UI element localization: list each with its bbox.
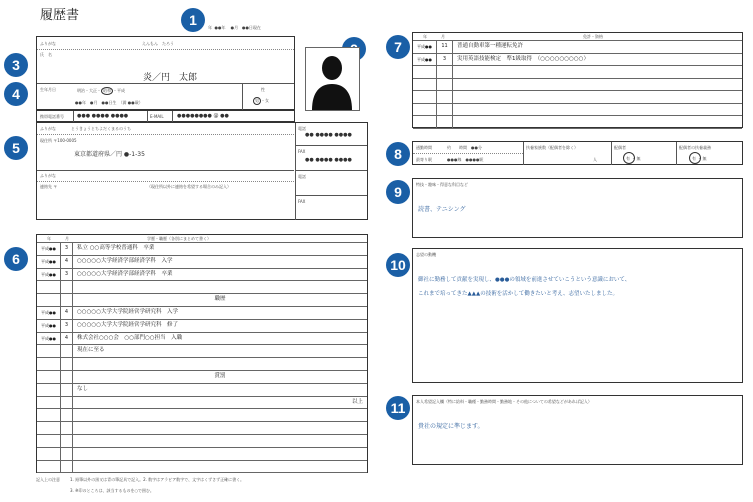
row-text [457, 116, 742, 128]
commute-time-label: 通勤時間 [416, 145, 432, 150]
row-month [61, 397, 73, 409]
requests-value: 貴社の規定に準じます。 [418, 423, 484, 430]
table-row [37, 243, 367, 256]
row-month: 3 [61, 243, 73, 255]
row-text [457, 104, 742, 116]
date-prefix: 年 [208, 25, 212, 30]
contact-phone-label: 電話 [298, 174, 306, 179]
date-line [208, 25, 261, 31]
row-month [61, 294, 73, 306]
history-col-body: 学歴・職歴（各別にまとめて書く） [147, 236, 211, 241]
contact-label: 連絡先 〒 [40, 184, 58, 189]
row-text [77, 448, 367, 460]
badge-6: 6 [4, 247, 28, 271]
history-col-year: 年 [47, 236, 51, 241]
contact-fax-label: FAX [298, 199, 306, 204]
email-value: ●●●●●●●● @ ●● [177, 113, 229, 119]
row-year: 平成●● [413, 41, 437, 53]
history-table [36, 234, 368, 473]
row-month [437, 91, 453, 103]
row-month: 4 [61, 333, 73, 345]
table-row [37, 384, 367, 397]
row-month: 3 [437, 54, 453, 66]
table-row [37, 256, 367, 269]
row-text [457, 66, 742, 78]
sex-label: 性 [261, 87, 265, 92]
row-year: 平成●● [37, 307, 61, 319]
dependents-value: 人 [593, 157, 597, 162]
row-year [37, 371, 61, 383]
row-month: 4 [61, 256, 73, 268]
row-month: 3 [61, 320, 73, 332]
table-row [37, 397, 367, 410]
row-year: 平成●● [37, 269, 61, 281]
contact-furigana-label: ふりがな [40, 173, 56, 178]
badge-1: 1 [181, 8, 205, 32]
table-row [37, 422, 367, 435]
row-year [37, 345, 61, 357]
row-month [437, 104, 453, 116]
badge-9: 9 [386, 180, 410, 204]
name-furigana-value: えんもん たろう [142, 41, 174, 46]
row-year [37, 384, 61, 396]
row-year [413, 104, 437, 116]
table-row [37, 320, 367, 333]
table-row [37, 269, 367, 282]
motivation-box [412, 248, 743, 383]
home-fax-label: FAX [298, 149, 306, 154]
birth-label: 生年月日 [40, 87, 56, 92]
name-furigana-label: ふりがな [40, 41, 56, 46]
name-value: 炎／円 太郎 [143, 73, 198, 83]
station-value: ●●●線 ●●●●駅 [447, 157, 484, 162]
dependents-label: 扶養家族数（配偶者を除く） [526, 145, 578, 150]
row-text: 現在に至る [77, 347, 105, 354]
row-month [61, 422, 73, 434]
row-year [37, 358, 61, 370]
badge-8: 8 [386, 142, 410, 166]
row-year: 平成●● [37, 320, 61, 332]
history-rows [37, 243, 367, 472]
address-furigana-value: とうきょうとちよだくまるのうち [71, 126, 131, 131]
date-month: ●月 [230, 25, 239, 30]
row-year: 平成●● [37, 333, 61, 345]
requests-box [412, 395, 743, 465]
row-month [437, 79, 453, 91]
table-row [413, 116, 742, 129]
home-phone-label: 電話 [298, 126, 306, 131]
date-day: ●●日現在 [241, 25, 261, 30]
motivation-label: 志望の動機 [416, 252, 436, 257]
row-year: 平成●● [37, 256, 61, 268]
row-year [37, 281, 61, 293]
address-furigana-label: ふりがな [40, 126, 56, 131]
row-year [37, 448, 61, 460]
personal-info-box [36, 36, 295, 110]
row-year [37, 409, 61, 421]
table-row [37, 307, 367, 320]
table-row [37, 448, 367, 461]
spouse-support-value: 有 ・ 無 [692, 156, 707, 161]
row-year [37, 397, 61, 409]
license-rows [413, 41, 742, 127]
row-month [437, 66, 453, 78]
license-header [413, 33, 742, 41]
requests-label: 本人希望記入欄（特に給料・職種・勤務時間・勤務地・その他についての希望などがあれば記入） [416, 399, 592, 404]
row-month [61, 409, 73, 421]
row-month [61, 384, 73, 396]
row-year [413, 66, 437, 78]
row-text [77, 435, 367, 447]
table-row [37, 333, 367, 346]
table-row [413, 41, 742, 54]
row-text: 私立 ○○高等学校普通科 卒業 [77, 245, 155, 251]
table-row [413, 91, 742, 104]
row-month: 4 [61, 307, 73, 319]
row-text [77, 281, 367, 293]
page-title: 履歴書 [40, 8, 80, 23]
table-row [413, 66, 742, 79]
row-year [37, 461, 61, 473]
row-month [61, 448, 73, 460]
row-month [61, 281, 73, 293]
row-text: ○○○○○大学経済学部経済学科 卒業 [77, 270, 173, 277]
row-year: 平成●● [37, 243, 61, 255]
hobbies-label: 特技・趣味・得意な科目など [416, 182, 468, 187]
station-label: 最寄り駅 [416, 157, 432, 162]
license-table [412, 32, 743, 128]
history-col-month: 月 [65, 236, 69, 241]
phone-value: ●●● ●●●● ●●●● [77, 113, 129, 119]
row-text [77, 409, 367, 421]
birth-value: ●●年 ●月 ●●日生 （満 ●●歳） [75, 100, 143, 105]
era-options: 明治・大正・ 昭和 ・平成 [77, 88, 125, 93]
row-text: 実用英語技能検定 準1級取得 （○○○○○○○○○） [457, 55, 589, 62]
badge-5: 5 [4, 136, 28, 160]
row-section-heading: 賞罰 [214, 373, 226, 379]
row-year [37, 294, 61, 306]
motivation-line-1: 御社に勤務して貢献を実現し、●●●の領域を前進させていこうという意識において、 [418, 277, 631, 283]
table-row [37, 371, 367, 384]
table-row [413, 54, 742, 67]
contact-row [36, 110, 295, 122]
phone-label: 携帯電話番号 [40, 114, 64, 119]
table-row [413, 79, 742, 92]
email-label: E-MAIL [150, 114, 164, 119]
address-label: 現住所 〒100-0005 [40, 138, 77, 143]
row-text: なし [77, 385, 89, 392]
row-month [61, 345, 73, 357]
row-text [77, 358, 367, 370]
row-text: 普通自動車第一種運転免許 [457, 43, 524, 49]
table-row [37, 281, 367, 294]
row-text [457, 91, 742, 103]
photo-frame [305, 47, 360, 111]
footer-note-2: 3. ※印のところは、該当するものを○で囲む。 [70, 488, 154, 493]
row-month [61, 435, 73, 447]
table-row [37, 345, 367, 358]
footer-label: 記入上の注意 [36, 477, 60, 482]
table-row [413, 104, 742, 117]
table-row [37, 409, 367, 422]
table-row [37, 461, 367, 474]
row-year [413, 116, 437, 128]
badge-7: 7 [386, 35, 410, 59]
table-row [37, 294, 367, 307]
badge-10: 10 [386, 253, 410, 277]
row-month [61, 358, 73, 370]
contact-note: （現住所以外に連絡を希望する場合のみ記入） [147, 184, 231, 189]
home-fax-value: ●● ●●●● ●●●● [305, 157, 352, 163]
table-row [37, 435, 367, 448]
row-text: 株式会社○○○会 ○○部門○○担当 入職 [77, 334, 183, 341]
row-year [413, 91, 437, 103]
hobbies-value: 読書、テニシング [418, 206, 466, 213]
license-col-year: 年 [423, 34, 427, 39]
name-label: 氏 名 [40, 52, 52, 57]
row-text: ○○○○○大学経済学部経済学科 入学 [77, 257, 173, 264]
row-text [77, 461, 367, 473]
badge-4: 4 [4, 82, 28, 106]
footer-note-1: 1. 鉛筆以外の黒又は青の筆記具で記入。2. 数字はアラビア数字で、文字はくずさず正確に書く。 [70, 477, 245, 482]
date-year: ●●年 [214, 25, 226, 30]
sex-value: 男 ・女 [255, 98, 269, 103]
spouse-value: 有 ・ 無 [626, 156, 641, 161]
row-text: ○○○○○大学大学院経営学研究科 入学 [77, 309, 178, 315]
person-silhouette-icon [306, 48, 359, 110]
row-year: 平成●● [413, 54, 437, 66]
spouse-label: 配偶者 [614, 145, 626, 150]
spouse-support-label: 配偶者の扶養義務 [679, 145, 711, 150]
row-end-marker: 以上 [351, 398, 363, 405]
history-header [37, 235, 367, 243]
row-text [457, 79, 742, 91]
license-col-body: 免許・資格 [583, 34, 603, 39]
hobbies-box [412, 178, 743, 238]
address-value: 東京都道府県／円 ●-1-35 [74, 151, 145, 158]
commute-box [412, 141, 743, 165]
row-year [37, 435, 61, 447]
table-row [37, 358, 367, 371]
row-month: 3 [61, 269, 73, 281]
row-month [437, 116, 453, 128]
row-section-heading: 職歴 [214, 296, 226, 303]
badge-11: 11 [386, 396, 410, 420]
license-col-month: 月 [441, 34, 445, 39]
motivation-line-2: これまで培ってきた▲▲▲の技術を活かして働きたいと考え、志望いたしました。 [418, 291, 619, 297]
row-text: ○○○○○大学大学院経営学研究科 修了 [77, 321, 178, 328]
row-month [61, 461, 73, 473]
row-year [413, 79, 437, 91]
row-month: 11 [437, 41, 453, 53]
badge-3: 3 [4, 53, 28, 77]
row-text [77, 422, 367, 434]
address-box [36, 122, 368, 220]
row-month [61, 371, 73, 383]
home-phone-value: ●● ●●●● ●●●● [305, 132, 352, 138]
commute-time-value: 約 時間 ●●分 [447, 145, 482, 150]
row-year [37, 422, 61, 434]
